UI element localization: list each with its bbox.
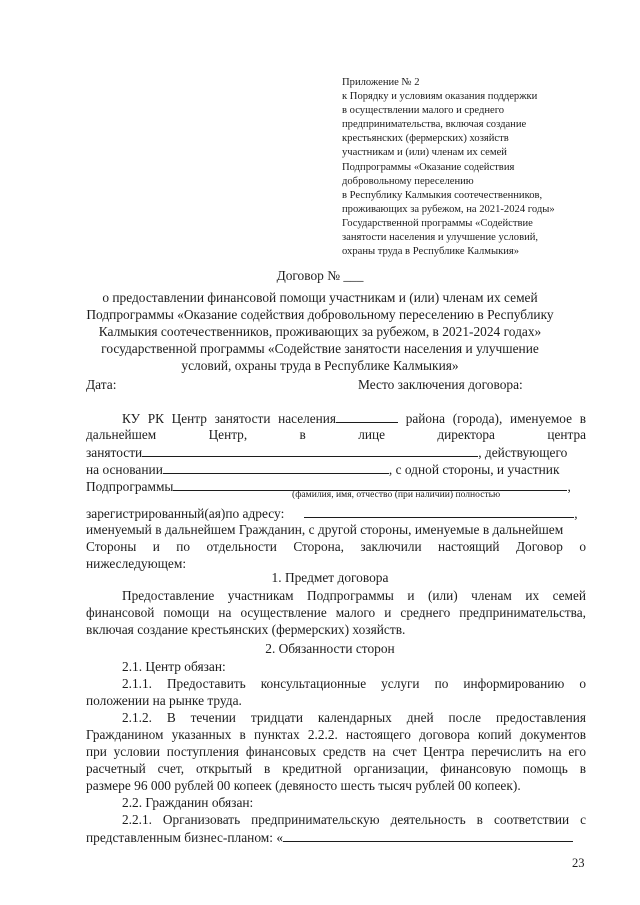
intro-line-8: Стороны и по отдельности Сторона, заключили настоящий Договор о [86,539,587,554]
annex-line: проживающих за рубежом, на 2021-2024 годы» [342,203,555,215]
clause-2-1-2-line-1: 2.1.2. В течении тридцати календарных дней после предоставления [122,710,586,725]
clause-2-2: 2.2. Гражданин обязан: [122,795,254,810]
intro-line-1: КУ РК Центр занятости населения района (города), именуемое в [122,411,586,426]
clause-2-2-1-line-2: представленным бизнес-планом: « [86,829,573,846]
contract-subtitle-line: государственной программы «Содействие занятости населения и улучшение [101,341,539,356]
address-blank [304,505,574,518]
clause-2-1-1-line-1: 2.1.1. Предоставить консультационные услуги по информированию о [122,676,587,691]
annex-line: в осуществлении малого и среднего [342,105,505,117]
section-2-heading: 2. Обязанности сторон [265,641,395,656]
clause-2-1-2-line: Гражданином указанных в пунктах 2.2.2. настоящего договора копий документов [86,727,586,742]
annex-line: к Порядку и условиям оказания поддержки [342,91,538,103]
contract-title: Договор № ___ [276,268,364,283]
annex-line: предпринимательства, включая создание [342,119,527,131]
annex-line: добровольному переселению [342,175,474,187]
basis-blank [163,461,389,474]
annex-line: в Республику Калмыкия соотечественников, [342,189,543,201]
annex-block [342,76,612,259]
date-label: Дата: [86,377,117,392]
annex-line: Приложение № 2 [342,77,420,88]
place-label: Место заключения договора: [358,377,523,392]
clause-2-2-1-line-1: 2.2.1. Организовать предпринимательскую деятельность в соответствии с [122,812,586,827]
section-1-heading: 1. Предмет договора [271,570,389,585]
intro-line-3: занятости , действующего [86,445,568,460]
annex-line: охраны труда в Республике Калмыкия» [342,246,520,258]
intro-line-5: Подпрограммы , [86,479,571,494]
intro-line-6: зарегистрированный(ая)по адресу: , [86,506,578,521]
business-plan-blank [283,829,573,842]
page-number: 23 [572,856,585,870]
annex-line: Государственной программы «Содействие [342,217,533,229]
contract-subtitle-line: Калмыкия соотечественников, проживающих за рубежом, в 2021-2024 годах» [98,324,542,339]
clause-2-1-2-line: размере 96 000 рублей 00 копеек (девяносто шесть тысяч рублей 00 копеек). [86,778,521,793]
intro-line-9: нижеследующем: [86,556,187,571]
annex-line: крестьянских (фермерских) хозяйств [342,133,509,145]
contract-subtitle-line: Подпрограммы «Оказание содействия добровольному переселению в Республику [86,307,554,322]
annex-line: занятости населения и улучшение условий, [342,232,539,244]
section-1-line: включая создание крестьянских (фермерских) хозяйств. [86,622,406,637]
director-blank [142,444,478,457]
annex-line: Подпрограммы «Оказание содействия [342,161,515,173]
district-blank [336,410,398,423]
annex-line: участникам и (или) членам их семей [342,147,507,159]
contract-subtitle-line: о предоставлении финансовой помощи участникам и (или) членам их семей [102,290,538,305]
intro-line-7: именуемый в дальнейшем Гражданин, с другой стороны, именуемые в дальнейшем [86,522,564,537]
section-1-line: Предоставление участникам Подпрограммы и (или) членам их семей [122,588,586,603]
intro-line-2: дальнейшем Центр, в лице директора центра [86,427,587,442]
clause-2-1: 2.1. Центр обязан: [122,659,226,674]
section-1-line: финансовой помощи на осуществление малого и среднего предпринимательства, [86,605,586,620]
clause-2-1-1-line-2: положении на рынке труда. [86,693,242,708]
intro-line-4: на основании , с одной стороны, и участник [86,462,560,477]
contract-subtitle-line: условий, охраны труда в Республике Калмыкия» [181,358,459,373]
fio-hint: (фамилия, имя, отчество (при наличии) полностью [292,489,501,500]
clause-2-1-2-line: при условии поступления финансовых средств на счет Центра перечислить на его [86,744,586,759]
clause-2-1-2-line: расчетный счет, открытый в кредитной организации, финансовую помощь в [86,761,586,776]
